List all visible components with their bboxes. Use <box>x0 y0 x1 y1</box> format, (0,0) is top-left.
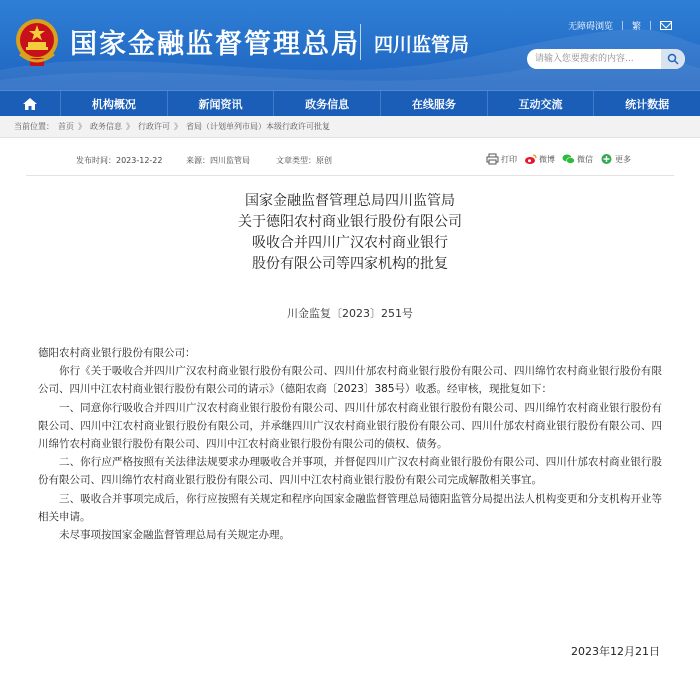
search-icon <box>667 53 679 65</box>
recipient: 德阳农村商业银行股份有限公司： <box>38 347 196 359</box>
nav-item-online-service[interactable]: 在线服务 <box>380 91 487 116</box>
document-body <box>38 344 662 544</box>
document-title-line: 国家金融监督管理总局四川监管局 <box>245 193 455 209</box>
wechat-share-button[interactable] <box>562 153 593 165</box>
body-paragraph: 未尽事项按国家金融监督管理总局有关规定办理。 <box>59 529 290 542</box>
breadcrumb-item-admin-license[interactable]: 行政许可 <box>138 122 170 131</box>
national-emblem-icon <box>14 14 60 70</box>
link-separator <box>650 21 651 30</box>
search-button[interactable] <box>661 49 685 69</box>
wechat-icon <box>562 153 575 165</box>
breadcrumb-item-government-info[interactable]: 政务信息 <box>90 122 122 131</box>
printer-icon <box>486 153 499 165</box>
search-input[interactable] <box>527 49 661 69</box>
nav-item-news[interactable]: 新闻资讯 <box>167 91 274 116</box>
main-nav <box>0 90 700 116</box>
breadcrumb <box>0 116 700 138</box>
breadcrumb-separator: 》 <box>78 122 86 131</box>
nav-item-about[interactable]: 机构概况 <box>60 91 167 116</box>
body-paragraph: 三、吸收合并事项完成后，你行应按照有关规定和程序向国家金融监督管理总局德阳监管分局提出法人机构变更和分支机构开业等相关申请。 <box>38 492 662 523</box>
nav-item-interaction[interactable]: 互动交流 <box>487 91 594 116</box>
document-title-line: 吸收合并四川广汉农村商业银行 <box>252 235 448 251</box>
breadcrumb-separator: 》 <box>174 122 182 131</box>
body-paragraph: 一、同意你行吸收合并四川广汉农村商业银行股份有限公司、四川什邡农村商业银行股份有限公司、四川绵竹农村商业银行股份有限公司、四川中江农村商业银行股份有限公司，并承继四川广汉农村商业银行股份有限公司、四川什邡农村商业银行股份有限公司、四川绵竹农村商业银行股份有限公司、四川中江农村商业银行股份有限公司的债权、债务。 <box>38 401 662 451</box>
nav-home[interactable] <box>0 91 60 116</box>
body-paragraph: 你行《关于吸收合并四川广汉农村商业银行股份有限公司、四川什邡农村商业银行股份有限公司、四川绵竹农村商业银行股份有限公司、四川中江农村商业银行股份有限公司的请示》（德阳农商〔2023〕385号）收悉。经审核，现批复如下： <box>38 365 662 396</box>
breadcrumb-separator: 》 <box>126 122 134 131</box>
article-type: 文章类型：原创 <box>276 156 332 165</box>
top-links <box>568 19 672 32</box>
link-separator <box>622 21 623 30</box>
breadcrumb-item-home[interactable]: 首页 <box>58 122 74 131</box>
weibo-label: 微博 <box>539 154 555 164</box>
traditional-chinese-link[interactable]: 繁 <box>631 22 641 32</box>
publish-date: 发布时间：2023-12-22 <box>76 156 163 165</box>
article-meta <box>0 150 700 170</box>
home-icon <box>22 97 38 111</box>
document-title <box>0 191 700 275</box>
document-title-line: 关于德阳农村商业银行股份有限公司 <box>238 214 462 230</box>
more-share-button[interactable] <box>600 153 631 165</box>
weibo-share-button[interactable] <box>524 153 555 165</box>
share-bar <box>486 153 631 165</box>
mail-icon[interactable] <box>660 21 672 30</box>
meta-divider <box>26 175 674 176</box>
document-title-line: 股份有限公司等四家机构的批复 <box>252 256 448 272</box>
body-paragraph: 二、你行应严格按照有关法律法规要求办理吸收合并事项，并督促四川广汉农村商业银行股份有限公司、四川什邡农村商业银行股份有限公司、四川绵竹农村商业银行股份有限公司、四川中江农村商业银行股份有限公司完成解散相关事宜。 <box>38 456 662 487</box>
breadcrumb-label: 当前位置： <box>14 122 54 131</box>
title-divider <box>360 24 361 60</box>
weibo-icon <box>524 153 537 165</box>
more-label: 更多 <box>615 154 631 164</box>
search-box <box>527 49 685 69</box>
breadcrumb-item-approvals[interactable]: 省局（计划单列市局）本级行政许可批复 <box>186 122 330 131</box>
wechat-label: 微信 <box>577 154 593 164</box>
nav-item-government-info[interactable]: 政务信息 <box>273 91 380 116</box>
site-subtitle[interactable]: 四川监管局 <box>374 34 470 56</box>
more-icon <box>600 153 613 165</box>
print-label: 打印 <box>501 154 517 164</box>
nav-item-statistics[interactable]: 统计数据 <box>593 91 700 116</box>
signature-date: 2023年12月21日 <box>571 645 660 658</box>
site-header <box>0 0 700 90</box>
document-number: 川金监复〔2023〕251号 <box>287 307 413 320</box>
site-title[interactable]: 国家金融监督管理总局 <box>70 29 360 60</box>
article-source: 来源：四川监管局 <box>186 156 250 165</box>
print-button[interactable] <box>486 153 517 165</box>
accessibility-link[interactable]: 无障碍浏览 <box>567 22 613 32</box>
